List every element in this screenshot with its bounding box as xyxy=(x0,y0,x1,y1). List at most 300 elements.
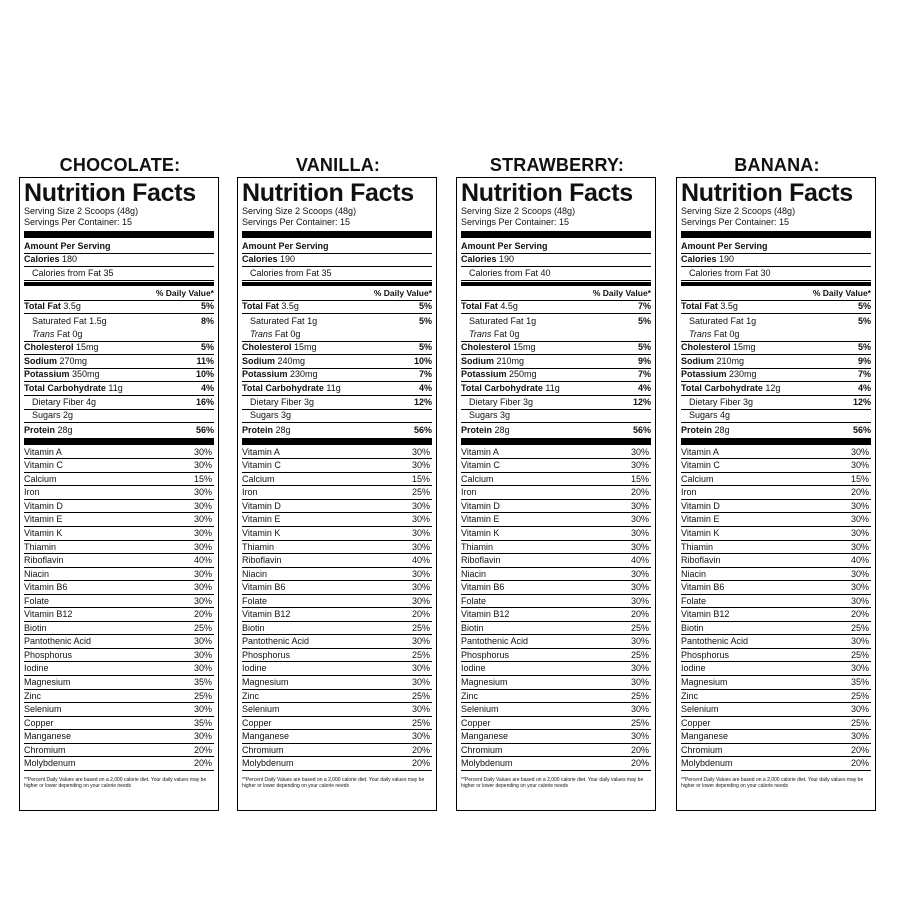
total-fat-value: 3.5g xyxy=(63,301,81,312)
vitamin-dv: 30% xyxy=(411,731,430,742)
divider-thick xyxy=(681,231,871,238)
vitamin-name: Folate xyxy=(242,595,268,606)
vitamin-dv: 30% xyxy=(630,446,649,457)
vitamin-row xyxy=(681,595,871,609)
total-fat-row xyxy=(681,301,871,315)
cholesterol-value: 15mg xyxy=(294,342,317,353)
cholesterol-dv: 5% xyxy=(200,342,214,353)
vitamin-row xyxy=(24,581,214,595)
saturated-fat-label: Saturated Fat xyxy=(469,315,524,326)
saturated-fat-dv: 5% xyxy=(637,315,651,326)
vitamin-row xyxy=(242,649,432,663)
total-carbohydrate-row xyxy=(461,382,651,396)
vitamin-name: Iodine xyxy=(681,663,706,674)
vitamin-name: Riboflavin xyxy=(681,555,721,566)
potassium-dv: 7% xyxy=(857,369,871,380)
vitamin-name: Zinc xyxy=(242,690,260,701)
vitamin-row xyxy=(242,581,432,595)
vitamin-name: Biotin xyxy=(24,622,47,633)
potassium-dv: 7% xyxy=(637,369,651,380)
vitamin-name: Calcium xyxy=(461,473,494,484)
protein-row xyxy=(242,423,432,437)
vitamin-dv: 30% xyxy=(411,446,430,457)
trans-fat-value: 0g xyxy=(729,328,740,339)
vitamin-name: Thiamin xyxy=(24,541,57,552)
dietary-fiber-value: 3g xyxy=(304,396,315,407)
vitamin-list xyxy=(681,446,871,771)
nutrition-label-banana xyxy=(676,177,876,811)
vitamin-name: Thiamin xyxy=(461,541,494,552)
sugars-row xyxy=(461,410,651,424)
servings-per-container: Servings Per Container: 15 xyxy=(242,217,351,227)
dietary-fiber-dv: 12% xyxy=(852,396,871,407)
total-carbohydrate-dv: 4% xyxy=(200,382,214,393)
vitamin-row xyxy=(242,473,432,487)
vitamin-row xyxy=(242,622,432,636)
vitamin-row xyxy=(461,595,651,609)
protein-row xyxy=(681,423,871,437)
total-carbohydrate-value: 11g xyxy=(326,382,341,393)
vitamin-dv: 30% xyxy=(411,636,430,647)
vitamin-row xyxy=(242,744,432,758)
calories-from-fat-label: Calories from Fat xyxy=(250,267,320,278)
vitamin-dv: 30% xyxy=(193,528,212,538)
total-fat-label: Total Fat xyxy=(242,301,279,312)
daily-value-header: % Daily Value* xyxy=(681,287,871,301)
vitamin-name: Copper xyxy=(461,717,491,728)
vitamin-name: Calcium xyxy=(681,473,714,484)
calories-value: 190 xyxy=(280,254,296,265)
vitamin-row xyxy=(242,459,432,473)
cholesterol-row xyxy=(461,342,651,356)
total-fat-label: Total Fat xyxy=(681,301,718,312)
vitamin-row xyxy=(242,486,432,500)
vitamin-name: Vitamin C xyxy=(24,460,63,471)
cholesterol-dv: 5% xyxy=(637,342,651,353)
vitamin-dv: 20% xyxy=(850,758,869,769)
sodium-value: 210mg xyxy=(496,355,525,366)
trans-fat-row xyxy=(242,328,432,342)
vitamin-row xyxy=(681,459,871,473)
vitamin-row xyxy=(24,635,214,649)
vitamin-row xyxy=(24,703,214,717)
vitamin-name: Chromium xyxy=(681,744,723,755)
vitamin-dv: 20% xyxy=(850,744,869,755)
amount-per-serving-label: Amount Per Serving xyxy=(24,240,111,251)
vitamin-name: Calcium xyxy=(24,473,57,484)
vitamin-row xyxy=(681,744,871,758)
dietary-fiber-label: Dietary Fiber xyxy=(469,396,521,407)
vitamin-row xyxy=(681,676,871,690)
vitamin-row xyxy=(242,513,432,527)
vitamin-name: Vitamin D xyxy=(24,500,63,511)
vitamin-row xyxy=(681,730,871,744)
amount-per-serving-label: Amount Per Serving xyxy=(461,240,548,251)
vitamin-row xyxy=(24,459,214,473)
vitamin-name: Vitamin E xyxy=(461,514,500,525)
vitamin-name: Thiamin xyxy=(681,541,714,552)
vitamin-dv: 30% xyxy=(850,460,869,471)
vitamin-dv: 20% xyxy=(630,744,649,755)
vitamin-row xyxy=(461,662,651,676)
sodium-label: Sodium xyxy=(681,355,714,366)
nutrition-facts-title: Nutrition Facts xyxy=(461,179,633,207)
vitamin-dv: 25% xyxy=(193,690,212,701)
vitamin-dv: 30% xyxy=(850,528,869,538)
vitamin-row xyxy=(461,527,651,541)
vitamin-row xyxy=(681,690,871,704)
vitamin-name: Pantothenic Acid xyxy=(242,636,310,647)
sodium-row xyxy=(242,355,432,369)
vitamin-name: Vitamin B6 xyxy=(461,582,505,593)
cholesterol-value: 15mg xyxy=(733,342,756,353)
sugars-label: Sugars xyxy=(689,410,718,421)
total-carbohydrate-dv: 4% xyxy=(637,382,651,393)
vitamin-dv: 30% xyxy=(411,514,430,525)
calories-value: 190 xyxy=(719,254,735,265)
vitamin-dv: 25% xyxy=(411,622,430,633)
vitamin-name: Selenium xyxy=(461,704,499,715)
vitamin-row xyxy=(242,595,432,609)
potassium-value: 230mg xyxy=(729,369,757,380)
potassium-value: 230mg xyxy=(290,369,318,380)
vitamin-row xyxy=(461,554,651,568)
vitamin-row xyxy=(242,541,432,555)
total-fat-value: 3.5g xyxy=(720,301,738,312)
divider-thick xyxy=(461,438,651,445)
vitamin-dv: 25% xyxy=(850,717,869,728)
vitamin-row xyxy=(461,757,651,771)
vitamin-dv: 30% xyxy=(630,568,649,579)
vitamin-dv: 30% xyxy=(630,582,649,593)
saturated-fat-value: 1g xyxy=(307,315,318,326)
vitamin-dv: 30% xyxy=(630,595,649,606)
total-carbohydrate-value: 11g xyxy=(108,382,123,393)
calories-label: Calories xyxy=(681,254,717,265)
vitamin-name: Vitamin K xyxy=(242,528,281,538)
amount-per-serving xyxy=(242,240,432,254)
vitamin-name: Vitamin K xyxy=(461,528,500,538)
vitamin-dv: 30% xyxy=(850,514,869,525)
flavor-title-vanilla: VANILLA: xyxy=(295,155,381,175)
vitamin-name: Folate xyxy=(681,595,707,606)
sugars-row xyxy=(681,410,871,424)
vitamin-name: Vitamin E xyxy=(242,514,281,525)
vitamin-row xyxy=(242,568,432,582)
vitamin-row xyxy=(24,690,214,704)
vitamin-row xyxy=(242,554,432,568)
sodium-value: 270mg xyxy=(59,355,88,366)
vitamin-row xyxy=(24,608,214,622)
vitamin-name: Iron xyxy=(681,487,697,498)
vitamin-name: Copper xyxy=(681,717,711,728)
trans-label: Trans xyxy=(689,328,712,339)
vitamin-dv: 30% xyxy=(630,636,649,647)
sodium-row xyxy=(24,355,214,369)
vitamin-name: Molybdenum xyxy=(461,758,513,769)
saturated-fat-value: 1.5g xyxy=(89,315,107,326)
dietary-fiber-row xyxy=(681,396,871,410)
vitamin-name: Chromium xyxy=(461,744,503,755)
vitamin-dv: 30% xyxy=(193,595,212,606)
dietary-fiber-label: Dietary Fiber xyxy=(32,396,84,407)
vitamin-name: Magnesium xyxy=(242,677,289,688)
total-fat-value: 4.5g xyxy=(500,301,518,312)
vitamin-name: Calcium xyxy=(242,473,275,484)
vitamin-name: Biotin xyxy=(681,622,704,633)
vitamin-name: Pantothenic Acid xyxy=(681,636,749,647)
vitamin-dv: 30% xyxy=(630,500,649,511)
vitamin-row xyxy=(242,690,432,704)
total-carbohydrate-label: Total Carbohydrate xyxy=(461,382,543,393)
vitamin-dv: 20% xyxy=(411,758,430,769)
vitamin-list xyxy=(242,446,432,771)
vitamin-dv: 30% xyxy=(850,704,869,715)
vitamin-dv: 25% xyxy=(411,487,430,498)
nutrition-facts-title: Nutrition Facts xyxy=(242,179,414,207)
vitamin-name: Vitamin D xyxy=(242,500,281,511)
trans-label: Trans xyxy=(32,328,55,339)
vitamin-dv: 30% xyxy=(411,582,430,593)
dietary-fiber-row xyxy=(24,396,214,410)
nutrition-label-strawberry xyxy=(456,177,656,811)
vitamin-dv: 30% xyxy=(411,528,430,538)
protein-dv: 56% xyxy=(852,424,871,435)
vitamin-dv: 30% xyxy=(850,541,869,552)
vitamin-row xyxy=(242,676,432,690)
total-carbohydrate-row xyxy=(681,382,871,396)
sodium-row xyxy=(461,355,651,369)
flavor-title-strawberry: STRAWBERRY: xyxy=(489,155,625,175)
potassium-row xyxy=(24,369,214,383)
vitamin-row xyxy=(681,622,871,636)
calories-value: 180 xyxy=(62,254,78,265)
dietary-fiber-dv: 16% xyxy=(195,396,214,407)
vitamin-list xyxy=(24,446,214,771)
vitamin-dv: 30% xyxy=(411,568,430,579)
nutrition-facts-title: Nutrition Facts xyxy=(24,179,196,207)
sodium-dv: 11% xyxy=(196,355,214,366)
vitamin-row xyxy=(242,730,432,744)
serving-size: Serving Size 2 Scoops (48g) xyxy=(461,206,576,216)
vitamin-row xyxy=(24,676,214,690)
vitamin-row xyxy=(24,500,214,514)
nutrition-facts-title: Nutrition Facts xyxy=(681,179,853,207)
sodium-label: Sodium xyxy=(242,355,275,366)
vitamin-row xyxy=(24,473,214,487)
vitamin-name: Iodine xyxy=(461,663,486,674)
dietary-fiber-value: 3g xyxy=(523,396,534,407)
calories-row xyxy=(461,254,651,268)
potassium-dv: 7% xyxy=(418,369,432,380)
vitamin-row xyxy=(681,757,871,771)
vitamin-row xyxy=(681,527,871,541)
vitamin-row xyxy=(461,676,651,690)
vitamin-dv: 35% xyxy=(193,717,212,728)
vitamin-row xyxy=(24,730,214,744)
total-carbohydrate-dv: 4% xyxy=(418,382,432,393)
vitamin-dv: 30% xyxy=(411,677,430,688)
potassium-value: 250mg xyxy=(509,369,537,380)
trans-label: Trans xyxy=(469,328,492,339)
vitamin-row xyxy=(461,581,651,595)
total-carbohydrate-label: Total Carbohydrate xyxy=(24,382,106,393)
vitamin-dv: 25% xyxy=(630,649,649,660)
vitamin-name: Vitamin A xyxy=(681,446,719,457)
vitamin-name: Phosphorus xyxy=(461,649,510,660)
vitamin-row xyxy=(461,459,651,473)
potassium-row xyxy=(681,369,871,383)
vitamin-name: Folate xyxy=(24,595,50,606)
vitamin-row xyxy=(24,662,214,676)
vitamin-row xyxy=(24,757,214,771)
vitamin-dv: 35% xyxy=(193,677,212,688)
serving-size: Serving Size 2 Scoops (48g) xyxy=(681,206,796,216)
calories-from-fat-label: Calories from Fat xyxy=(32,267,102,278)
vitamin-row xyxy=(242,717,432,731)
vitamin-dv: 20% xyxy=(850,609,869,620)
sugars-value: 4g xyxy=(720,410,731,421)
daily-value-header: % Daily Value* xyxy=(461,287,651,301)
serving-size: Serving Size 2 Scoops (48g) xyxy=(242,206,357,216)
vitamin-name: Manganese xyxy=(681,731,729,742)
vitamin-name: Riboflavin xyxy=(24,555,64,566)
vitamin-dv: 25% xyxy=(411,690,430,701)
sugars-label: Sugars xyxy=(250,410,279,421)
vitamin-dv: 25% xyxy=(193,622,212,633)
vitamin-name: Vitamin D xyxy=(681,500,720,511)
vitamin-dv: 20% xyxy=(411,609,430,620)
vitamin-row xyxy=(242,757,432,771)
sodium-label: Sodium xyxy=(24,355,57,366)
vitamin-name: Manganese xyxy=(461,731,509,742)
vitamin-row xyxy=(461,473,651,487)
total-carbohydrate-label: Total Carbohydrate xyxy=(681,382,763,393)
divider-thick xyxy=(24,231,214,238)
vitamin-dv: 30% xyxy=(411,500,430,511)
daily-value-header: % Daily Value* xyxy=(242,287,432,301)
vitamin-row xyxy=(461,622,651,636)
vitamin-name: Vitamin A xyxy=(24,446,62,457)
vitamin-dv: 30% xyxy=(411,704,430,715)
vitamin-row xyxy=(681,500,871,514)
vitamin-row xyxy=(681,486,871,500)
vitamin-dv: 20% xyxy=(630,758,649,769)
dietary-fiber-row xyxy=(242,396,432,410)
dietary-fiber-value: 4g xyxy=(86,396,97,407)
calories-from-fat-label: Calories from Fat xyxy=(469,267,539,278)
vitamin-dv: 20% xyxy=(630,609,649,620)
calories-row xyxy=(24,254,214,268)
vitamin-row xyxy=(681,581,871,595)
saturated-fat-dv: 5% xyxy=(418,315,432,326)
vitamin-row xyxy=(461,635,651,649)
vitamin-dv: 20% xyxy=(193,609,212,620)
sugars-value: 3g xyxy=(281,410,292,421)
vitamin-dv: 30% xyxy=(193,487,212,498)
saturated-fat-value: 1g xyxy=(526,315,537,326)
calories-row xyxy=(681,254,871,268)
trans-fat-label: Fat xyxy=(56,328,70,339)
cholesterol-label: Cholesterol xyxy=(461,342,511,353)
vitamin-name: Molybdenum xyxy=(242,758,294,769)
vitamin-row xyxy=(681,473,871,487)
cholesterol-label: Cholesterol xyxy=(242,342,292,353)
sugars-row xyxy=(24,410,214,424)
vitamin-row xyxy=(461,730,651,744)
vitamin-dv: 30% xyxy=(630,677,649,688)
vitamin-row xyxy=(24,717,214,731)
protein-label: Protein xyxy=(242,424,274,435)
saturated-fat-label: Saturated Fat xyxy=(32,315,87,326)
cholesterol-value: 15mg xyxy=(513,342,536,353)
total-fat-dv: 5% xyxy=(200,301,214,312)
vitamin-dv: 25% xyxy=(850,690,869,701)
vitamin-name: Vitamin B6 xyxy=(24,582,68,593)
sugars-label: Sugars xyxy=(469,410,498,421)
total-carbohydrate-row xyxy=(242,382,432,396)
cholesterol-row xyxy=(242,342,432,356)
saturated-fat-label: Saturated Fat xyxy=(250,315,305,326)
vitamin-dv: 20% xyxy=(630,487,649,498)
vitamin-row xyxy=(681,513,871,527)
cholesterol-label: Cholesterol xyxy=(24,342,74,353)
vitamin-row xyxy=(681,541,871,555)
flavor-title-banana: BANANA: xyxy=(734,155,820,175)
vitamin-row xyxy=(461,717,651,731)
vitamin-name: Vitamin B12 xyxy=(242,609,291,620)
vitamin-dv: 40% xyxy=(630,555,649,566)
amount-per-serving-label: Amount Per Serving xyxy=(681,240,768,251)
cholesterol-dv: 5% xyxy=(857,342,871,353)
vitamin-dv: 30% xyxy=(193,541,212,552)
vitamin-name: Chromium xyxy=(24,744,66,755)
divider-thick xyxy=(681,438,871,445)
vitamin-dv: 25% xyxy=(630,690,649,701)
total-fat-dv: 5% xyxy=(857,301,871,312)
vitamin-row xyxy=(461,608,651,622)
vitamin-dv: 30% xyxy=(193,731,212,742)
vitamin-row xyxy=(681,554,871,568)
vitamin-row xyxy=(461,513,651,527)
footnote: **Percent Daily Values are based on a 2,000 calorie diet. Your daily values may be higher or lower depending on your calorie needs xyxy=(681,776,864,790)
potassium-label: Potassium xyxy=(681,369,727,380)
calories-from-fat-value: 30 xyxy=(760,267,771,278)
vitamin-name: Selenium xyxy=(681,704,719,715)
dietary-fiber-label: Dietary Fiber xyxy=(689,396,741,407)
cholesterol-row xyxy=(681,342,871,356)
vitamin-dv: 30% xyxy=(411,460,430,471)
calories-from-fat-row xyxy=(681,267,871,281)
calories-row xyxy=(242,254,432,268)
servings-per-container: Servings Per Container: 15 xyxy=(461,217,570,227)
servings-per-container: Servings Per Container: 15 xyxy=(681,217,790,227)
vitamin-name: Biotin xyxy=(242,622,265,633)
vitamin-name: Vitamin C xyxy=(461,460,500,471)
vitamin-row xyxy=(461,690,651,704)
vitamin-name: Copper xyxy=(24,717,54,728)
divider-medium xyxy=(24,282,214,286)
vitamin-name: Magnesium xyxy=(24,677,71,688)
trans-fat-value: 0g xyxy=(290,328,301,339)
sodium-dv: 9% xyxy=(857,355,871,366)
vitamin-row xyxy=(24,541,214,555)
vitamin-name: Vitamin B6 xyxy=(242,582,286,593)
vitamin-dv: 25% xyxy=(850,622,869,633)
potassium-label: Potassium xyxy=(461,369,507,380)
nutrition-label-vanilla xyxy=(237,177,437,811)
vitamin-name: Vitamin B12 xyxy=(681,609,730,620)
